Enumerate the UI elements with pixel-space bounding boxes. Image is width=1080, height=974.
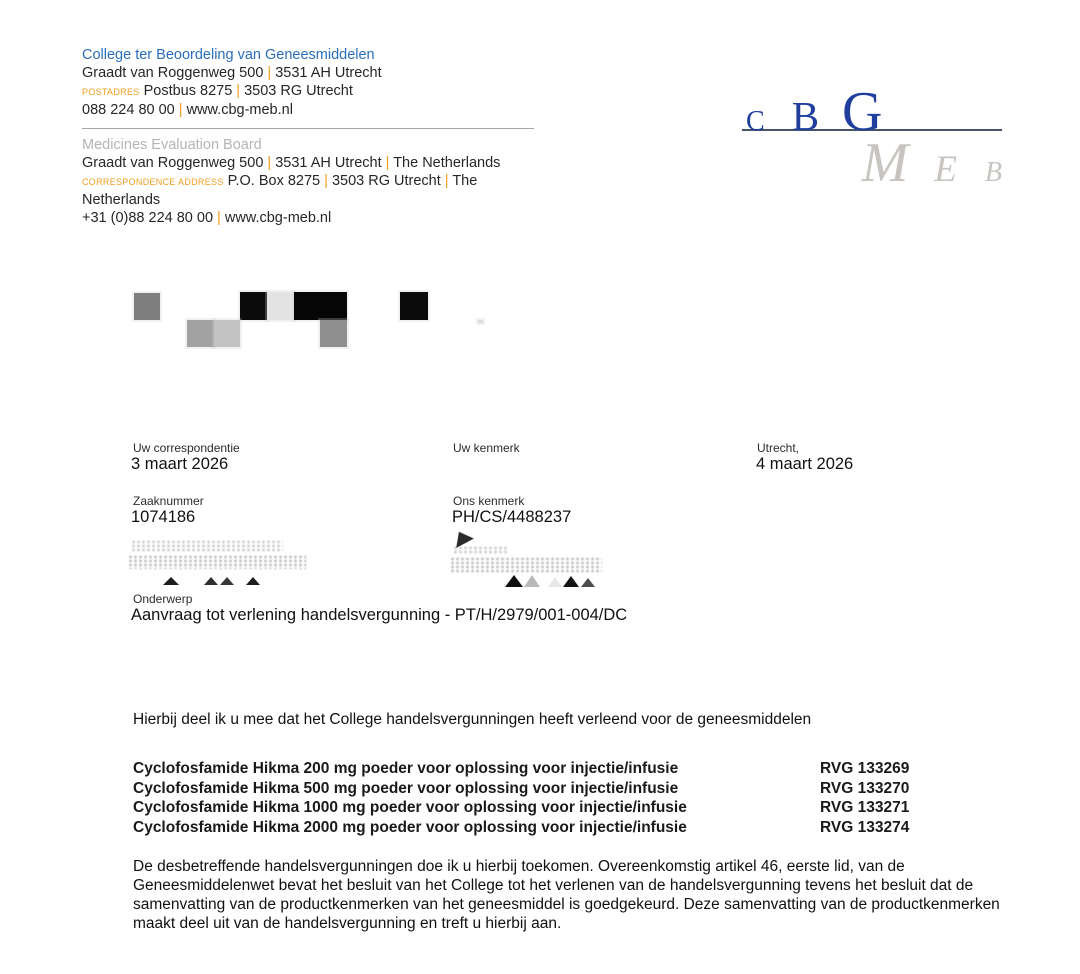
redacted-block <box>240 292 267 320</box>
logo-letter-b2: B <box>984 157 1002 188</box>
product-name: Cyclofosfamide Hikma 500 mg poeder voor oplossing voor injectie/infusie <box>133 779 679 797</box>
smudge-mark <box>524 575 540 587</box>
uw-correspondentie-label: Uw correspondentie <box>133 441 240 455</box>
smudge-mark <box>505 575 523 587</box>
smudge-mark <box>246 577 260 585</box>
letterhead-en <box>82 136 552 227</box>
postal-value-nl: Postbus 8275 | 3503 RG Utrecht <box>143 83 353 99</box>
zaaknummer-label: Zaaknummer <box>133 494 204 508</box>
smudge-mark <box>204 577 218 585</box>
redacted-block <box>134 293 160 320</box>
product-name: Cyclofosfamide Hikma 2000 mg poeder voor oplossing voor injectie/infusie <box>133 818 687 836</box>
visit-address-en: Graadt van Roggenweg 500 | 3531 AH Utrecht | The Netherlands <box>82 155 501 171</box>
product-row <box>133 798 1019 818</box>
contact-line-nl: 088 224 80 00 | www.cbg-meb.nl <box>82 102 293 118</box>
redacted-block <box>400 292 428 320</box>
separator-pipe: | <box>174 102 187 118</box>
onderwerp-label: Onderwerp <box>133 592 193 606</box>
logo-letter-g: G <box>842 81 883 143</box>
logo-letter-b: B <box>791 93 820 139</box>
product-row <box>133 759 1019 779</box>
city-label: Utrecht, <box>757 441 800 455</box>
redacted-smudge-text <box>128 555 306 569</box>
postal-label-nl: POSTADRES <box>82 87 140 97</box>
product-rvg-number: RVG 133271 <box>820 799 910 816</box>
separator-pipe: | <box>232 83 245 99</box>
org-name-en: Medicines Evaluation Board <box>82 137 262 153</box>
postal-address-nl <box>82 82 552 101</box>
letter-date: 4 maart 2026 <box>756 455 854 473</box>
logo-cbg-letters <box>742 80 1004 143</box>
zaaknummer-value: 1074186 <box>131 508 196 526</box>
smudge-mark <box>163 577 179 585</box>
body-intro: Hierbij deel ik u mee dat het College handelsvergunningen heeft verleend voor de geneesmiddelen <box>133 711 812 728</box>
body-closing: De desbetreffende handelsvergunningen doe ik u hierbij toekomen. Overeenkomstig artikel 46, eerste lid, van de Geneesmiddelenwet bevat het besluit van het College tot het verlenen van de handelsvergunning tevens het besluit dat de samenvatting van de productkenmerken van het geneesmiddel is goedgekeurd. Deze samenvatting van de productkenmerken maakt deel uit van de handelsvergunning en treft u hierbij aan. <box>133 858 1000 932</box>
redacted-smudge-text <box>453 546 508 555</box>
redacted-smudge-text <box>450 557 602 573</box>
uw-kenmerk-label: Uw kenmerk <box>453 441 520 455</box>
onderwerp-value: Aanvraag tot verlening handelsvergunning - PT/H/2979/001-004/DC <box>131 606 628 624</box>
postal-address-en <box>82 172 552 209</box>
separator-pipe: | <box>440 173 453 189</box>
product-rvg-number: RVG 133270 <box>820 779 910 797</box>
smudge-mark <box>581 578 595 587</box>
product-name: Cyclofosfamide Hikma 200 mg poeder voor oplossing voor injectie/infusie <box>133 760 679 777</box>
product-list <box>133 759 1019 837</box>
redacted-block <box>478 320 483 323</box>
redacted-block <box>267 292 294 320</box>
product-row <box>133 818 1019 838</box>
logo-letter-c: C <box>746 106 765 137</box>
separator-pipe: | <box>263 65 276 81</box>
logo-letter-e: E <box>934 149 957 190</box>
redacted-block <box>187 320 214 347</box>
contact-line-en: +31 (0)88 224 80 00 | www.cbg-meb.nl <box>82 210 332 226</box>
redacted-block <box>320 320 347 347</box>
product-rvg-number: RVG 133269 <box>820 760 910 777</box>
smudge-mark <box>548 577 562 587</box>
smudge-mark <box>563 576 579 587</box>
separator-pipe: | <box>381 155 394 171</box>
postal-value-en: P.O. Box 8275 | 3503 RG Utrecht | The Netherlands <box>82 173 478 208</box>
cbg-meb-logo <box>742 80 1004 195</box>
product-name: Cyclofosfamide Hikma 1000 mg poeder voor oplossing voor injectie/infusie <box>133 799 687 816</box>
redacted-smudge-text <box>131 540 283 552</box>
letterhead-nl <box>82 46 552 119</box>
letterhead-divider <box>82 128 534 129</box>
separator-pipe: | <box>213 210 225 226</box>
product-row <box>133 779 1019 799</box>
ons-kenmerk-value: PH/CS/4488237 <box>452 508 572 526</box>
logo-letter-m: M <box>861 132 909 194</box>
ons-kenmerk-label: Ons kenmerk <box>453 494 525 508</box>
uw-correspondentie-value: 3 maart 2026 <box>131 455 229 473</box>
separator-pipe: | <box>320 173 332 189</box>
product-rvg-number: RVG 133274 <box>820 818 910 836</box>
postal-label-en: CORRESPONDENCE ADDRESS <box>82 177 224 187</box>
smudge-mark <box>450 527 474 548</box>
visit-address-nl: Graadt van Roggenweg 500 | 3531 AH Utrecht <box>82 65 382 81</box>
redacted-block <box>214 320 240 347</box>
smudge-mark <box>220 577 234 585</box>
org-name-nl: College ter Beoordeling van Geneesmiddelen <box>82 47 375 63</box>
logo-meb-letters <box>742 131 1004 195</box>
separator-pipe: | <box>263 155 276 171</box>
redacted-block <box>294 292 347 320</box>
